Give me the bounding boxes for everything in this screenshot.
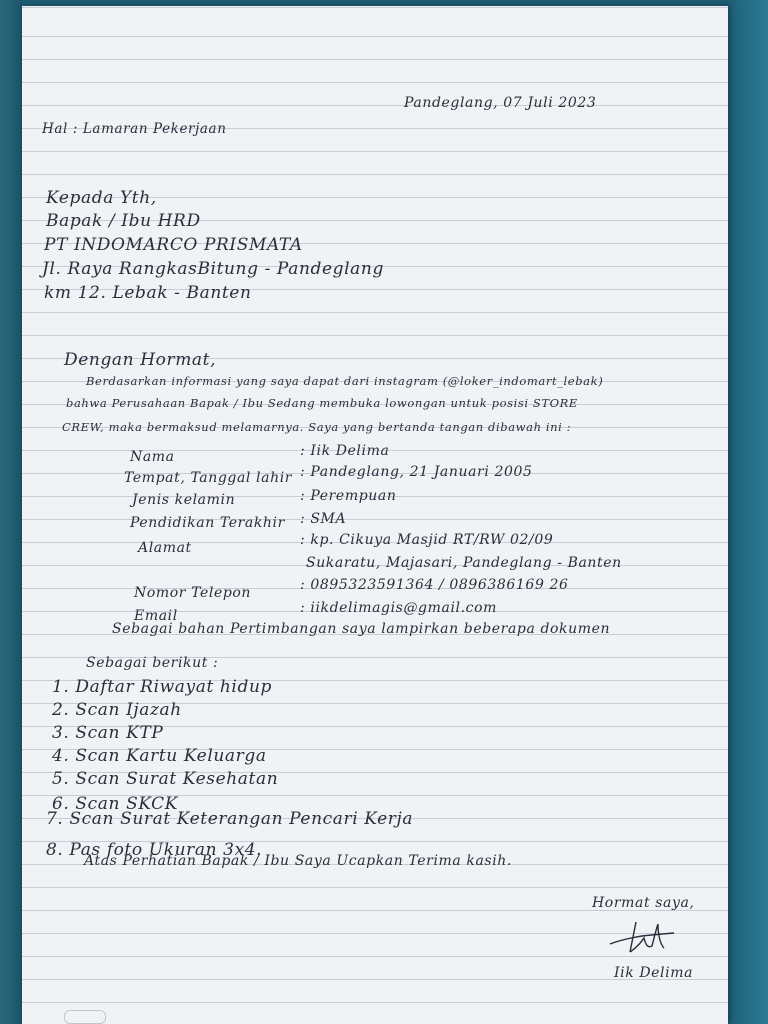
document-item-8: 8. Pas foto Ukuran 3x4. [46,840,263,860]
field-label-jk: Jenis kelamin [132,492,236,508]
field-value-telepon: : 0895323591364 / 0896386169 26 [300,577,569,593]
signature-icon [606,918,678,958]
field-label-alamat: Alamat [138,540,192,556]
field-value-alamat-1: : kp. Cikuya Masjid RT/RW 02/09 [300,532,554,548]
subject-line: Hal : Lamaran Pekerjaan [42,121,227,137]
field-label-pendidikan: Pendidikan Terakhir [130,515,285,531]
document-item-4: 4. Scan Kartu Keluarga [52,746,267,766]
document-item-3: 3. Scan KTP [52,723,164,743]
document-item-5: 5. Scan Surat Kesehatan [52,769,279,789]
field-label-email: Email [134,608,178,624]
recipient-line-2: Bapak / Ibu HRD [46,211,201,231]
attach-intro-line-2: Sebagai berikut : [86,655,219,671]
field-label-nama: Nama [130,449,175,465]
field-value-alamat-2: Sukaratu, Majasari, Pandeglang - Banten [306,555,622,571]
field-value-ttl: : Pandeglang, 21 Januari 2005 [300,464,533,480]
field-label-telepon: Nomor Telepon [134,585,252,601]
lined-paper-sheet [22,6,728,1024]
document-item-7: 7. Scan Surat Keterangan Pencari Kerja [46,809,414,829]
recipient-line-3: PT INDOMARCO PRISMATA [44,235,303,255]
field-value-email: : iikdelimagis@gmail.com [300,600,497,616]
field-label-ttl: Tempat, Tanggal lahir [124,470,293,486]
field-value-pendidikan: : SMA [300,511,347,527]
intro-line-1: Berdasarkan informasi yang saya dapat dari instagram (@loker_indomart_lebak) [86,374,604,388]
recipient-line-4: Jl. Raya RangkasBitung - Pandeglang [42,259,384,279]
document-item-2: 2. Scan Ijazah [52,700,182,720]
table-surface-right [728,0,768,1024]
greeting: Dengan Hormat, [64,350,217,370]
document-item-1: 1. Daftar Riwayat hidup [52,677,272,697]
sign-off: Hormat saya, [592,895,695,911]
document-item-6: 6. Scan SKCK [52,794,179,814]
attach-intro-line-1: Sebagai bahan Pertimbangan saya lampirkan beberapa dokumen [112,621,611,637]
intro-line-2: bahwa Perusahaan Bapak / Ibu Sedang membuka lowongan untuk posisi STORE [66,396,578,410]
field-value-jk: : Perempuan [300,488,397,504]
faint-stamp [64,1010,106,1024]
closing-line: Atas Perhatian Bapak / Ibu Saya Ucapkan Terima kasih. [84,853,512,869]
intro-line-3: CREW, maka bermaksud melamarnya. Saya yang bertanda tangan dibawah ini : [62,420,572,434]
recipient-line-1: Kepada Yth, [46,188,157,208]
field-value-nama: : Iik Delima [300,443,390,459]
place-date: Pandeglang, 07 Juli 2023 [404,95,597,111]
table-surface-left [0,0,22,1024]
recipient-line-5: km 12. Lebak - Banten [44,283,252,303]
signer-name: Iik Delima [614,965,694,981]
